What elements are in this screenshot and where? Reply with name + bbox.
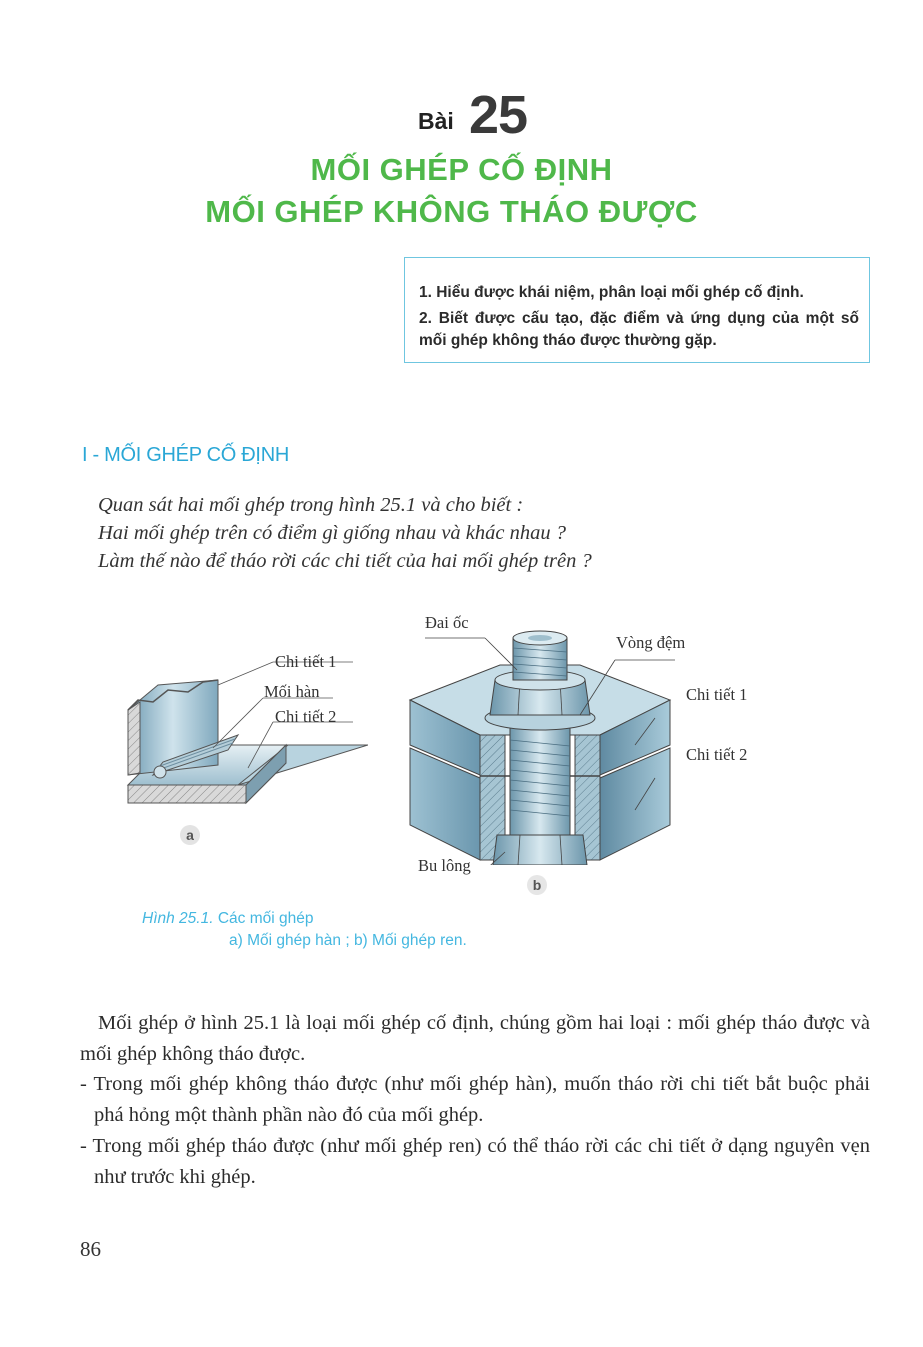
figure-caption-prefix: Hình 25.1.: [142, 910, 214, 927]
paragraph-1: Mối ghép ở hình 25.1 là loại mối ghép cố định, chúng gồm hai loại : mối ghép tháo được và mối ghép không tháo được.: [80, 1012, 870, 1065]
question-line-3: Làm thế nào để tháo rời các chi tiết của hai mối ghép trên ?: [98, 550, 592, 572]
lesson-number: 25: [469, 85, 528, 145]
page-title-line-2: MỐI GHÉP KHÔNG THÁO ĐƯỢC: [205, 194, 698, 229]
question-line-2: Hai mối ghép trên có điểm gì giống nhau và khác nhau ?: [98, 522, 567, 544]
figure-caption: [142, 910, 313, 928]
objectives-box: [404, 257, 870, 363]
fig-a-label-weld: Mối hàn: [264, 682, 320, 701]
figure-caption-title: Các mối ghép: [217, 910, 314, 927]
lesson-label: Bài: [418, 108, 454, 134]
paragraph-2: - Trong mối ghép không tháo được (như mối ghép hàn), muốn tháo rời chi tiết bắt buộc phải phá hỏng một thành phần nào đó của mối ghép.: [80, 1073, 870, 1126]
fig-a-letter: a: [180, 825, 200, 845]
figure-caption-sub: a) Mối ghép hàn ; b) Mối ghép ren.: [229, 932, 467, 949]
objective-2: 2. Biết được cấu tạo, đặc điểm và ứng dụng của một số mối ghép không tháo được thường gặp.: [419, 310, 859, 349]
paragraph-3: - Trong mối ghép tháo được (như mối ghép ren) có thể tháo rời các chi tiết ở dạng nguyên vẹn như trước khi ghép.: [80, 1135, 870, 1188]
question-line-1: Quan sát hai mối ghép trong hình 25.1 và cho biết :: [98, 494, 524, 516]
fig-a-label-part-1: Chi tiết 1: [275, 652, 337, 671]
objective-1: 1. Hiểu được khái niệm, phân loại mối ghép cố định.: [419, 284, 804, 301]
fig-b-label-part-1: Chi tiết 1: [686, 685, 748, 704]
fig-b-label-bolt: Bu lông: [418, 856, 471, 875]
fig-b-label-part-2: Chi tiết 2: [686, 745, 748, 764]
fig-a-label-part-2: Chi tiết 2: [275, 707, 337, 726]
bolt-head: [493, 835, 587, 865]
section-heading: I - MỐI GHÉP CỐ ĐỊNH: [82, 444, 289, 466]
figure-b-bolted-joint: [405, 630, 675, 865]
fig-b-label-nut: Đai ốc: [425, 613, 469, 632]
page-number: 86: [80, 1237, 101, 1261]
page-title-line-1: MỐI GHÉP CỐ ĐỊNH: [310, 152, 613, 187]
fig-b-label-washer: Vòng đệm: [616, 633, 686, 652]
fig-b-letter: b: [527, 875, 547, 895]
